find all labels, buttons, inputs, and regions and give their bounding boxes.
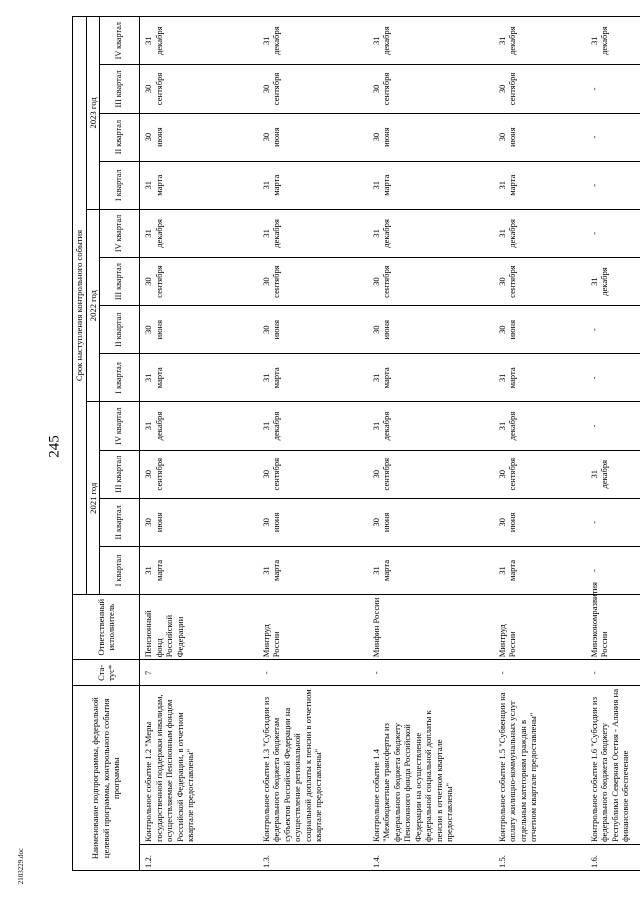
deadline-day: - <box>588 87 599 91</box>
deadline-day: 30 <box>260 325 271 335</box>
deadline-cell <box>494 498 586 546</box>
deadline-month: марта <box>271 559 281 582</box>
deadline-day: - <box>588 231 599 235</box>
event-executor: Минэкономразвития России <box>586 595 640 660</box>
deadline-day: 31 <box>370 373 381 383</box>
deadline-cell <box>140 257 258 305</box>
deadline-day: 30 <box>370 132 381 142</box>
deadline-day: - <box>588 376 599 380</box>
deadline-month: декабря <box>507 219 517 248</box>
deadline-cell <box>586 498 640 546</box>
deadline-day: 31 <box>496 180 507 190</box>
deadline-cell <box>368 17 494 65</box>
deadline-day: 31 <box>260 421 271 431</box>
header-name-column: Наименование подпрограммы, федеральной целевой программы, контрольного события программы <box>73 686 140 871</box>
table-row <box>494 17 586 871</box>
event-status: - <box>494 660 586 686</box>
deadline-month: декабря <box>381 26 391 56</box>
deadline-day: 31 <box>143 229 153 238</box>
row-number: 1.6. <box>586 844 640 870</box>
deadline-day: - <box>588 569 599 572</box>
event-status: - <box>258 660 368 686</box>
deadline-day: 31 <box>260 373 271 383</box>
header-quarter: IV квартал <box>100 209 140 257</box>
deadline-day: 31 <box>260 180 271 190</box>
deadline-month: декабря <box>599 26 609 56</box>
deadline-day: 31 <box>143 421 153 431</box>
deadline-day: 30 <box>370 469 381 479</box>
page-number: 245 <box>46 435 63 458</box>
deadline-cell <box>258 402 368 450</box>
deadline-month: декабря <box>507 26 517 56</box>
deadline-cell <box>494 402 586 450</box>
deadline-cell <box>494 17 586 65</box>
header-year-2023: 2023 год <box>86 17 100 210</box>
deadline-day: 31 <box>370 229 381 238</box>
row-number: 1.5. <box>494 844 586 870</box>
deadline-day: 31 <box>588 277 599 286</box>
deadline-cell <box>140 161 258 209</box>
deadline-day: 30 <box>143 518 153 527</box>
deadline-cell <box>140 65 258 113</box>
deadline-day: 31 <box>370 421 381 431</box>
table-header <box>73 17 140 871</box>
deadline-month: сентября <box>271 457 281 491</box>
header-quarter: II квартал <box>100 498 140 546</box>
deadline-day: 30 <box>370 325 381 335</box>
deadline-month: июня <box>153 127 164 147</box>
deadline-day: 30 <box>370 84 381 94</box>
deadline-month: сентября <box>381 457 391 491</box>
deadline-cell <box>494 161 586 209</box>
event-name: Контрольное событие 1.4 "Межбюджетные трансферты из федерального бюджета бюджету Пенсионного фонда Российской Федерации на осуществление федеральной социальной доплаты к пенсии в отчетном квартале предоставлены" <box>368 686 494 845</box>
deadline-day: 30 <box>260 132 271 142</box>
deadline-day: 31 <box>143 373 153 383</box>
row-number: 1.3. <box>258 844 368 870</box>
deadline-month: марта <box>153 559 164 582</box>
deadline-cell <box>140 306 258 354</box>
table-row <box>140 17 258 871</box>
deadline-cell <box>258 546 368 594</box>
deadline-day: 30 <box>143 132 153 142</box>
deadline-day: 30 <box>496 518 507 527</box>
deadline-month: июня <box>381 512 391 533</box>
deadline-cell <box>140 354 258 402</box>
deadline-cell <box>140 450 258 498</box>
deadline-month: декабря <box>507 411 517 441</box>
deadline-day: 31 <box>370 566 381 575</box>
deadline-cell <box>368 402 494 450</box>
deadline-cell <box>258 65 368 113</box>
control-events-table <box>72 16 640 871</box>
header-executor-column: Ответственный исполнитель <box>73 595 140 660</box>
deadline-month: декабря <box>271 26 281 56</box>
deadline-month: сентября <box>153 265 164 298</box>
deadline-day: 31 <box>143 566 153 575</box>
deadline-month: сентября <box>507 72 517 106</box>
deadline-cell <box>586 354 640 402</box>
header-quarter: III квартал <box>100 257 140 305</box>
deadline-day: 31 <box>370 180 381 190</box>
header-deadline: Срок наступления контрольного события <box>73 17 87 595</box>
deadline-day: - <box>588 424 599 428</box>
deadline-day: 30 <box>143 277 153 286</box>
deadline-cell <box>258 450 368 498</box>
deadline-cell <box>494 546 586 594</box>
deadline-cell <box>258 161 368 209</box>
deadline-day: 31 <box>143 36 153 45</box>
deadline-month: июня <box>153 319 164 340</box>
event-name: Контрольное событие 1.6 "Субсидии из федерального бюджета бюджету Республики Северная Осетия - Алания на финансовое обеспечение <box>586 686 640 845</box>
deadline-month: марта <box>271 174 281 196</box>
header-quarter: IV квартал <box>100 17 140 65</box>
deadline-day: 30 <box>260 84 271 94</box>
deadline-month: сентября <box>381 72 391 106</box>
rotated-table-area <box>72 16 630 871</box>
deadline-month: декабря <box>599 267 609 296</box>
header-quarter: I квартал <box>100 161 140 209</box>
deadline-cell <box>586 113 640 161</box>
deadline-month: декабря <box>153 219 164 248</box>
deadline-day: 30 <box>260 277 271 286</box>
deadline-month: марта <box>381 559 391 582</box>
deadline-month: сентября <box>153 72 164 106</box>
deadline-cell <box>586 161 640 209</box>
deadline-cell <box>368 65 494 113</box>
deadline-month: марта <box>507 559 517 582</box>
deadline-cell <box>140 113 258 161</box>
deadline-month: декабря <box>153 26 164 56</box>
deadline-cell <box>368 257 494 305</box>
header-quarter: III квартал <box>100 450 140 498</box>
deadline-month: сентября <box>271 265 281 298</box>
deadline-month: сентября <box>507 265 517 298</box>
header-quarter: I квартал <box>100 354 140 402</box>
deadline-day: 30 <box>496 469 507 479</box>
deadline-day: - <box>588 183 599 187</box>
deadline-day: 31 <box>260 229 271 238</box>
deadline-cell <box>494 306 586 354</box>
event-executor: Минтруд России <box>494 595 586 660</box>
deadline-day: 31 <box>260 36 271 45</box>
deadline-day: - <box>588 135 599 139</box>
deadline-day: - <box>588 328 599 332</box>
row-number: 1.2. <box>140 844 258 870</box>
deadline-cell <box>586 209 640 257</box>
deadline-cell <box>586 65 640 113</box>
deadline-cell <box>258 354 368 402</box>
deadline-cell <box>368 546 494 594</box>
deadline-cell <box>494 354 586 402</box>
deadline-cell <box>368 161 494 209</box>
event-name: Контрольное событие 1.2 "Меры государственной поддержки инвалидам, осуществляемые Пенсионным фондом Российской Федерации, в отчетном квартале предоставлены" <box>140 686 258 845</box>
deadline-month: июня <box>271 512 281 533</box>
header-status-column: Ста-тус* <box>73 660 140 686</box>
deadline-day: 31 <box>496 566 507 575</box>
deadline-cell <box>258 498 368 546</box>
deadline-month: декабря <box>381 411 391 441</box>
deadline-month: марта <box>153 367 164 389</box>
deadline-cell <box>368 306 494 354</box>
header-year-2021: 2021 год <box>86 402 100 595</box>
deadline-day: 30 <box>496 84 507 94</box>
deadline-cell <box>258 306 368 354</box>
event-status: - <box>586 660 640 686</box>
deadline-month: сентября <box>507 457 517 491</box>
deadline-cell <box>140 546 258 594</box>
deadline-month: декабря <box>271 411 281 441</box>
deadline-cell <box>586 306 640 354</box>
header-quarter: I квартал <box>100 546 140 594</box>
deadline-cell <box>368 450 494 498</box>
deadline-month: сентября <box>381 265 391 298</box>
document-code: 2103229.doc <box>17 847 25 885</box>
deadline-month: сентября <box>271 72 281 106</box>
event-status: 7 <box>140 660 258 686</box>
deadline-day: 30 <box>143 325 153 335</box>
deadline-month: декабря <box>271 219 281 248</box>
deadline-cell <box>140 17 258 65</box>
deadline-cell <box>140 209 258 257</box>
deadline-day: 31 <box>370 36 381 45</box>
header-quarter: III квартал <box>100 65 140 113</box>
row-number: 1.4. <box>368 844 494 870</box>
header-quarter: II квартал <box>100 113 140 161</box>
deadline-month: июня <box>507 127 517 147</box>
deadline-day: 31 <box>588 469 599 479</box>
deadline-cell <box>368 498 494 546</box>
deadline-month: июня <box>381 127 391 147</box>
deadline-day: 31 <box>496 421 507 431</box>
deadline-day: - <box>588 520 599 524</box>
deadline-cell <box>140 498 258 546</box>
deadline-cell <box>494 450 586 498</box>
deadline-month: июня <box>271 127 281 147</box>
deadline-month: марта <box>381 174 391 196</box>
deadline-day: 30 <box>143 84 153 94</box>
deadline-cell <box>494 257 586 305</box>
deadline-month: июня <box>381 319 391 340</box>
deadline-day: 30 <box>496 132 507 142</box>
deadline-month: декабря <box>599 459 609 489</box>
deadline-month: марта <box>271 367 281 389</box>
deadline-cell <box>258 17 368 65</box>
header-quarter: II квартал <box>100 306 140 354</box>
deadline-month: июня <box>507 319 517 340</box>
deadline-month: июня <box>153 512 164 533</box>
deadline-month: сентября <box>153 457 164 491</box>
event-executor: Минфин России <box>368 595 494 660</box>
deadline-day: 31 <box>260 566 271 575</box>
deadline-day: 30 <box>370 518 381 527</box>
event-status: - <box>368 660 494 686</box>
deadline-day: 30 <box>496 277 507 286</box>
deadline-day: 30 <box>496 325 507 335</box>
deadline-cell <box>494 65 586 113</box>
deadline-month: июня <box>507 512 517 533</box>
deadline-day: 31 <box>496 229 507 238</box>
deadline-cell <box>258 257 368 305</box>
table-row <box>586 17 640 871</box>
header-quarter: IV квартал <box>100 402 140 450</box>
deadline-cell <box>586 257 640 305</box>
event-name: Контрольное событие 1.5 "Субвенции на оплату жилищно-коммунальных услуг отдельным категориям граждан в отчетном квартале предоставлены" <box>494 686 586 845</box>
deadline-month: марта <box>381 367 391 389</box>
deadline-cell <box>368 113 494 161</box>
deadline-cell <box>494 113 586 161</box>
deadline-day: 31 <box>496 36 507 45</box>
deadline-day: 31 <box>588 36 599 45</box>
deadline-month: марта <box>153 174 164 196</box>
deadline-month: декабря <box>153 411 164 441</box>
deadline-day: 30 <box>260 518 271 527</box>
deadline-cell <box>258 113 368 161</box>
deadline-cell <box>368 354 494 402</box>
event-executor: Пенсионный фонд Российской Федерации <box>140 595 258 660</box>
deadline-month: марта <box>507 174 517 196</box>
deadline-day: 31 <box>496 373 507 383</box>
table-row <box>368 17 494 871</box>
deadline-day: 30 <box>370 277 381 286</box>
deadline-month: июня <box>271 319 281 340</box>
deadline-cell <box>586 17 640 65</box>
table-row <box>258 17 368 871</box>
table-body <box>140 17 640 871</box>
event-executor: Минтруд России <box>258 595 368 660</box>
event-name: Контрольное событие 1.3 "Субсидии из федерального бюджета бюджетам субъектов Российской Федерации на осуществление региональной социальной доплаты к пенсии в отчетном квартале предоставлены" <box>258 686 368 845</box>
deadline-day: 31 <box>143 180 153 190</box>
header-year-2022: 2022 год <box>86 209 100 402</box>
deadline-cell <box>494 209 586 257</box>
deadline-month: декабря <box>381 219 391 248</box>
deadline-cell <box>140 402 258 450</box>
deadline-cell <box>368 209 494 257</box>
deadline-day: 30 <box>260 469 271 479</box>
deadline-day: 30 <box>143 469 153 479</box>
deadline-cell <box>586 402 640 450</box>
deadline-month: марта <box>507 367 517 389</box>
deadline-cell <box>586 450 640 498</box>
deadline-cell <box>258 209 368 257</box>
